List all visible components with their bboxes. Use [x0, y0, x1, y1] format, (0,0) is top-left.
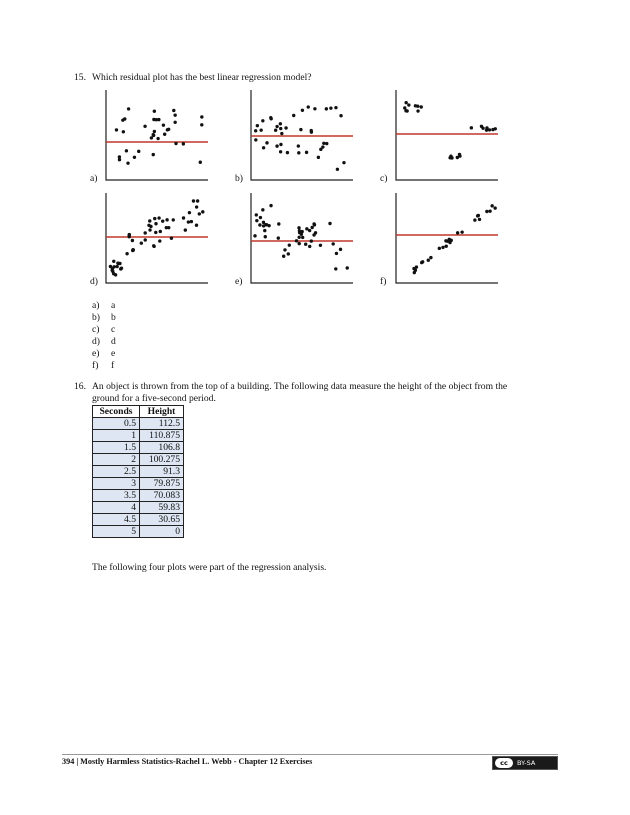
residual-point: [165, 226, 168, 229]
residual-point: [313, 107, 316, 110]
residual-point: [279, 143, 282, 146]
residual-point: [199, 161, 202, 164]
residual-point: [115, 128, 118, 131]
residual-point: [269, 204, 272, 207]
residual-point: [184, 228, 187, 231]
scatter-canvas: [90, 86, 220, 184]
residual-point: [125, 149, 128, 152]
residual-point: [448, 241, 451, 244]
residual-point: [283, 248, 286, 251]
residual-point: [405, 109, 408, 112]
residual-point: [170, 237, 173, 240]
plot-label: c): [380, 173, 388, 184]
scatter-canvas: [380, 189, 510, 287]
residual-plot-a: [90, 86, 220, 184]
residual-point: [416, 105, 419, 108]
residual-point: [190, 220, 193, 223]
residual-point: [481, 127, 484, 130]
residual-point: [127, 107, 130, 110]
residual-point: [173, 113, 176, 116]
residual-point: [153, 130, 156, 133]
residual-point: [148, 219, 151, 222]
residual-point: [490, 204, 493, 207]
cell-height: 110.875: [140, 430, 184, 442]
residual-point: [458, 153, 461, 156]
residual-point: [342, 161, 345, 164]
residual-plot-d: [90, 189, 220, 287]
residual-point: [493, 206, 496, 209]
residual-point: [282, 255, 285, 258]
choice-letter: b): [92, 312, 100, 323]
residual-point: [460, 230, 463, 233]
residual-point: [336, 168, 339, 171]
residual-point: [267, 224, 270, 227]
choice-letter: c): [92, 324, 100, 335]
residual-point: [174, 142, 177, 145]
residual-point: [144, 238, 147, 241]
residual-point: [122, 130, 125, 133]
residual-point: [445, 245, 448, 248]
plot-label: f): [380, 276, 387, 287]
cell-height: 106.8: [140, 442, 184, 454]
residual-point: [172, 109, 175, 112]
residual-point: [118, 262, 121, 265]
residual-point: [301, 109, 304, 112]
residual-point: [287, 252, 290, 255]
residual-point: [125, 252, 128, 255]
residual-point: [154, 231, 157, 234]
residual-point: [163, 133, 166, 136]
plot-axes: [251, 90, 353, 180]
residual-point: [198, 212, 201, 215]
residual-point: [279, 122, 282, 125]
residual-point: [182, 142, 185, 145]
residual-point: [161, 219, 164, 222]
license-text: BY-SA: [517, 759, 536, 767]
cell-height: 59.83: [140, 502, 184, 514]
plot-label: b): [235, 173, 243, 184]
cell-height: 100.275: [140, 454, 184, 466]
residual-point: [112, 272, 115, 275]
cell-seconds: 2: [93, 454, 140, 466]
residual-point: [470, 126, 473, 129]
residual-point: [112, 265, 115, 268]
scatter-canvas: [380, 86, 510, 184]
residual-plot-e: [235, 189, 365, 287]
plot-axes: [396, 90, 498, 180]
residual-point: [288, 243, 291, 246]
residual-point: [280, 132, 283, 135]
cell-seconds: 3: [93, 478, 140, 490]
residual-point: [322, 142, 325, 145]
residual-point: [263, 229, 266, 232]
residual-point: [154, 222, 157, 225]
residual-point: [488, 209, 491, 212]
scatter-canvas: [235, 86, 365, 184]
column-header-height: Height: [140, 406, 184, 418]
plot-label: a): [90, 173, 98, 184]
residual-point: [259, 216, 262, 219]
choice-value: f: [111, 360, 115, 371]
residual-point: [292, 114, 295, 117]
plot-label: e): [235, 276, 243, 287]
residual-plot-b: [235, 86, 365, 184]
residual-point: [334, 267, 337, 270]
question-number: 15.: [74, 72, 86, 83]
residual-point: [334, 106, 337, 109]
residual-point: [131, 239, 134, 242]
residual-point: [307, 105, 310, 108]
height-data-table: [92, 405, 184, 538]
residual-point: [488, 128, 491, 131]
residual-point: [415, 265, 418, 268]
residual-point: [195, 205, 198, 208]
cell-height: 79.875: [140, 478, 184, 490]
residual-point: [477, 214, 480, 217]
residual-point: [438, 247, 441, 250]
residual-point: [312, 233, 315, 236]
residual-point: [299, 128, 302, 131]
residual-point: [310, 239, 313, 242]
choice-letter: f): [92, 360, 99, 371]
choice-letter: e): [92, 348, 100, 359]
residual-point: [112, 260, 115, 263]
residual-point: [156, 137, 159, 140]
scatter-canvas: [90, 189, 220, 287]
residual-point: [167, 128, 170, 131]
choice-letter: d): [92, 336, 100, 347]
residual-point: [261, 119, 264, 122]
residual-point: [109, 265, 112, 268]
question-number: 16.: [74, 381, 86, 392]
residual-point: [264, 235, 267, 238]
residual-point: [277, 222, 280, 225]
residual-point: [128, 233, 131, 236]
residual-point: [297, 226, 300, 229]
scatter-canvas: [235, 189, 365, 287]
residual-point: [301, 236, 304, 239]
residual-point: [196, 199, 199, 202]
residual-point: [256, 124, 259, 127]
question-text: Which residual plot has the best linear regression model?: [92, 72, 312, 83]
residual-point: [346, 266, 349, 269]
residual-point: [155, 118, 158, 121]
residual-point: [297, 236, 300, 239]
residual-point: [200, 123, 203, 126]
choice-value: e: [111, 348, 116, 359]
residual-point: [450, 156, 453, 159]
residual-point: [152, 153, 155, 156]
residual-point: [153, 110, 156, 113]
cc-icon: cc: [495, 758, 513, 768]
cell-seconds: 2.5: [93, 466, 140, 478]
residual-point: [304, 243, 307, 246]
cell-seconds: 3.5: [93, 490, 140, 502]
residual-point: [182, 216, 185, 219]
residual-point: [308, 229, 311, 232]
residual-plot-f: [380, 189, 510, 287]
residual-point: [262, 146, 265, 149]
residual-point: [491, 128, 494, 131]
footer-divider: [62, 754, 558, 755]
plot-label: d): [90, 276, 98, 287]
residual-point: [133, 156, 136, 159]
page-footer: 394 | Mostly Harmless Statistics-Rachel L. Webb - Chapter 12 Exercises: [62, 757, 313, 766]
table-row: [93, 466, 184, 478]
residual-point: [328, 222, 331, 225]
residual-point: [162, 123, 165, 126]
residual-point: [429, 256, 432, 259]
residual-point: [297, 144, 300, 147]
question-text-line-1: An object is thrown from the top of a building. The following data measure the height of the object from the: [92, 381, 508, 392]
residual-point: [148, 228, 151, 231]
residual-point: [420, 261, 423, 264]
residual-point: [143, 125, 146, 128]
residual-point: [115, 265, 118, 268]
residual-point: [172, 218, 175, 221]
residual-point: [131, 248, 134, 251]
residual-point: [317, 156, 320, 159]
table-row: [93, 442, 184, 454]
choice-value: a: [111, 300, 116, 311]
residual-point: [297, 151, 300, 154]
cell-seconds: 4.5: [93, 514, 140, 526]
residual-point: [265, 141, 268, 144]
residual-point: [416, 109, 419, 112]
residual-point: [259, 128, 262, 131]
column-header-seconds: Seconds: [93, 406, 140, 418]
residual-point: [312, 222, 315, 225]
residual-point: [255, 213, 258, 216]
residual-point: [157, 216, 160, 219]
residual-point: [420, 105, 423, 108]
residual-point: [305, 151, 308, 154]
residual-point: [173, 121, 176, 124]
residual-point: [126, 161, 129, 164]
residual-point: [187, 220, 190, 223]
residual-point: [254, 129, 257, 132]
residual-point: [200, 115, 203, 118]
residual-point: [339, 248, 342, 251]
residual-point: [310, 226, 313, 229]
residual-point: [118, 158, 121, 161]
table-row: [93, 526, 184, 538]
residual-point: [119, 267, 122, 270]
residual-point: [147, 224, 150, 227]
residual-point: [284, 126, 287, 129]
residual-point: [427, 259, 430, 262]
residual-point: [264, 223, 267, 226]
residual-point: [158, 239, 161, 242]
residual-point: [444, 239, 447, 242]
residual-point: [258, 223, 261, 226]
cell-height: 91.3: [140, 466, 184, 478]
question-text-line-2: ground for a five-second period.: [92, 393, 216, 404]
residual-point: [143, 231, 146, 234]
residual-point: [274, 128, 277, 131]
cell-seconds: 1: [93, 430, 140, 442]
residual-point: [261, 208, 264, 211]
choice-letter: a): [92, 300, 100, 311]
residual-point: [275, 125, 278, 128]
residual-point: [151, 133, 154, 136]
residual-point: [310, 130, 313, 133]
residual-point: [478, 218, 481, 221]
regression-intro-text: The following four plots were part of the regression analysis.: [92, 562, 327, 573]
residual-point: [269, 116, 272, 119]
plot-axes: [396, 193, 498, 283]
residual-point: [286, 151, 289, 154]
table-row: [93, 478, 184, 490]
residual-point: [404, 101, 407, 104]
residual-point: [407, 103, 410, 106]
choice-value: d: [111, 336, 116, 347]
cell-height: 30.65: [140, 514, 184, 526]
table-row: [93, 514, 184, 526]
residual-point: [308, 245, 311, 248]
residual-point: [319, 244, 322, 247]
cell-seconds: 0.5: [93, 418, 140, 430]
residual-point: [253, 234, 256, 237]
residual-point: [279, 127, 282, 130]
residual-point: [321, 145, 324, 148]
table-row: [93, 418, 184, 430]
choice-value: b: [111, 312, 116, 323]
table-row: [93, 502, 184, 514]
residual-point: [192, 199, 195, 202]
residual-point: [275, 144, 278, 147]
cell-seconds: 1.5: [93, 442, 140, 454]
residual-point: [165, 218, 168, 221]
choice-value: c: [111, 324, 116, 335]
residual-point: [298, 231, 301, 234]
residual-point: [329, 106, 332, 109]
residual-point: [335, 252, 338, 255]
residual-point: [137, 150, 140, 153]
cell-seconds: 4: [93, 502, 140, 514]
cell-height: 0: [140, 526, 184, 538]
residual-point: [255, 219, 258, 222]
residual-point: [123, 117, 126, 120]
residual-plot-c: [380, 86, 510, 184]
plot-axes: [106, 90, 208, 180]
residual-point: [277, 236, 280, 239]
residual-point: [325, 107, 328, 110]
residual-point: [456, 156, 459, 159]
residual-point: [152, 244, 155, 247]
residual-point: [140, 241, 143, 244]
cell-height: 70.083: [140, 490, 184, 502]
residual-point: [159, 230, 162, 233]
residual-point: [195, 223, 198, 226]
residual-point: [331, 242, 334, 245]
table-row: [93, 490, 184, 502]
cc-license-badge: [492, 756, 558, 770]
residual-point: [188, 211, 191, 214]
residual-point: [325, 142, 328, 145]
residual-point: [201, 210, 204, 213]
residual-point: [295, 239, 298, 242]
cell-seconds: 5: [93, 526, 140, 538]
residual-point: [456, 231, 459, 234]
residual-point: [473, 218, 476, 221]
residual-point: [441, 246, 444, 249]
residual-point: [254, 138, 257, 141]
residual-plots-grid: [90, 86, 510, 291]
residual-point: [150, 136, 153, 139]
residual-point: [403, 106, 406, 109]
table-row: [93, 430, 184, 442]
residual-point: [413, 271, 416, 274]
table-row: [93, 454, 184, 466]
cell-height: 112.5: [140, 418, 184, 430]
residual-point: [485, 210, 488, 213]
residual-point: [153, 217, 156, 220]
residual-point: [279, 150, 282, 153]
residual-point: [298, 242, 301, 245]
residual-point: [339, 114, 342, 117]
